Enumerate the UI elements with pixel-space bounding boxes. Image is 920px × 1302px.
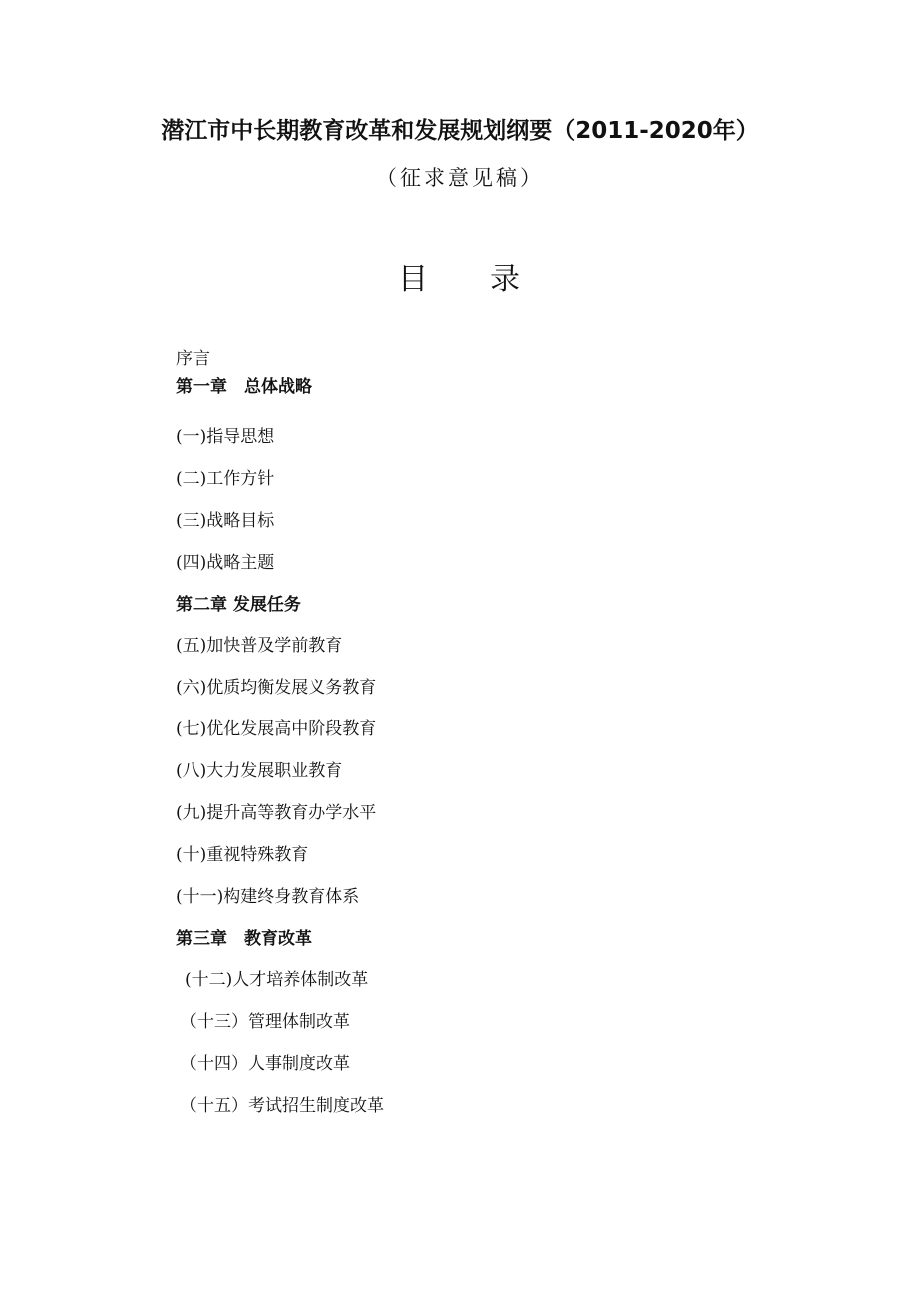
toc-chapter-1[interactable]: 第一章 总体战略 bbox=[176, 377, 312, 397]
toc-section-10[interactable]: (十)重视特殊教育 bbox=[176, 845, 309, 865]
toc-section-8[interactable]: (八)大力发展职业教育 bbox=[176, 761, 343, 781]
toc-section-2[interactable]: (二)工作方针 bbox=[176, 469, 275, 489]
toc-section-1[interactable]: (一)指导思想 bbox=[176, 427, 275, 447]
toc-preface[interactable]: 序言 bbox=[176, 349, 210, 369]
document-subtitle: （征求意见稿） bbox=[376, 166, 544, 190]
toc-section-11[interactable]: (十一)构建终身教育体系 bbox=[176, 887, 360, 907]
toc-section-12[interactable]: (十二)人才培养体制改革 bbox=[185, 970, 369, 990]
table-of-contents bbox=[176, 0, 776, 1302]
toc-section-15[interactable]: （十五）考试招生制度改革 bbox=[180, 1096, 384, 1116]
toc-section-4[interactable]: (四)战略主题 bbox=[176, 553, 275, 573]
toc-heading-char-2: 录 bbox=[490, 262, 520, 297]
toc-section-3[interactable]: (三)战略目标 bbox=[176, 511, 275, 531]
toc-section-6[interactable]: (六)优质均衡发展义务教育 bbox=[176, 678, 377, 698]
toc-section-13[interactable]: （十三）管理体制改革 bbox=[180, 1012, 350, 1032]
toc-section-9[interactable]: (九)提升高等教育办学水平 bbox=[176, 803, 377, 823]
document-title: 潜江市中长期教育改革和发展规划纲要（2011-2020年） bbox=[161, 118, 759, 144]
toc-heading-char-1: 目 bbox=[398, 262, 428, 297]
toc-chapter-2[interactable]: 第二章 发展任务 bbox=[176, 595, 301, 615]
toc-chapter-3[interactable]: 第三章 教育改革 bbox=[176, 929, 312, 949]
toc-section-7[interactable]: (七)优化发展高中阶段教育 bbox=[176, 719, 377, 739]
toc-section-14[interactable]: （十四）人事制度改革 bbox=[180, 1054, 350, 1074]
toc-section-5[interactable]: (五)加快普及学前教育 bbox=[176, 636, 343, 656]
